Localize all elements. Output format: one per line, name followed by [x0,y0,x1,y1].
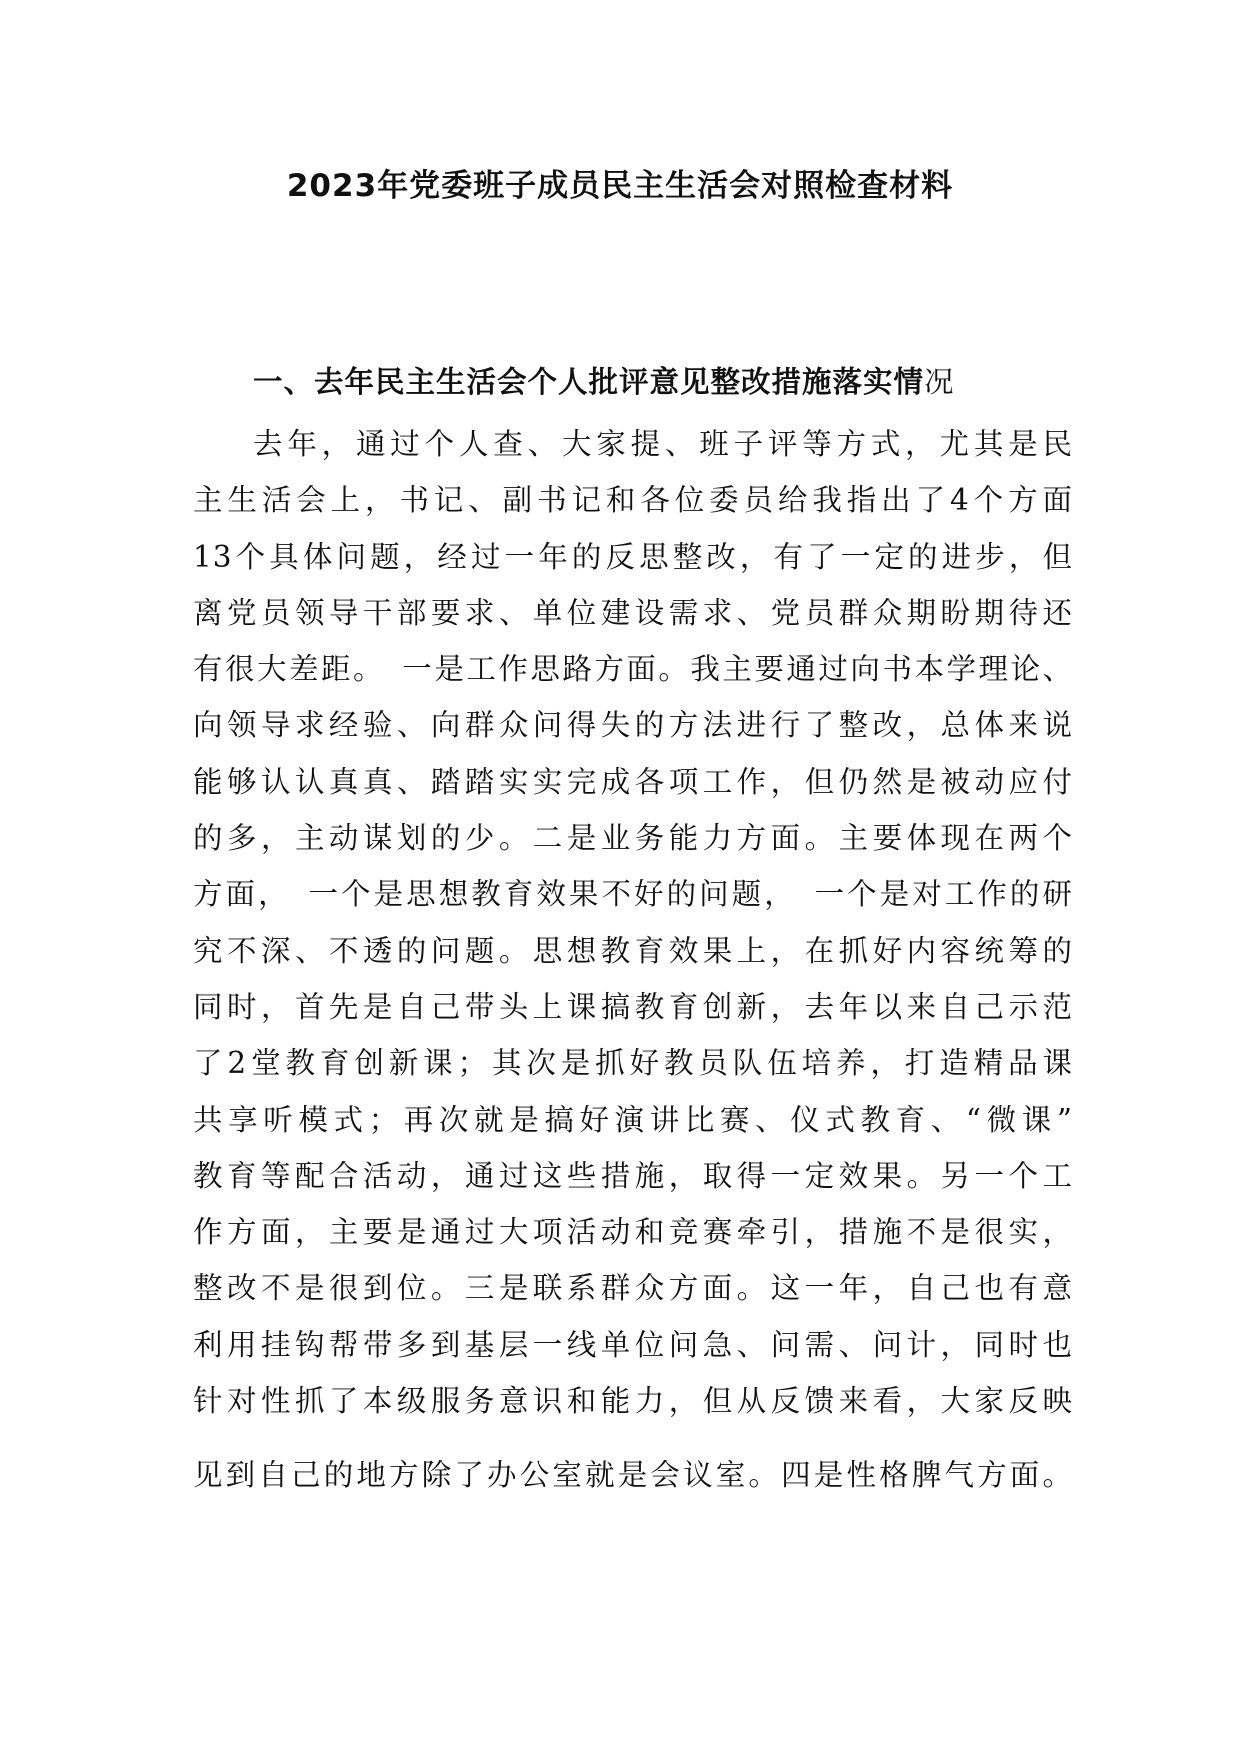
paragraph-line: 13个具体问题，经过一年的反思整改，有了一定的进步，但 [193,539,1073,574]
section-heading [253,360,1133,404]
paragraph-line: 有很大差距。 一是工作思路方面。我主要通过向书本学理论、 [193,652,1073,687]
paragraph-line: 教育等配合活动，通过这些措施，取得一定效果。另一个工 [193,1158,1073,1193]
paragraph-line: 向领导求经验、向群众问得失的方法进行了整改，总体来说 [193,708,1073,743]
paragraph-line: 方面， 一个是思想教育效果不好的问题， 一个是对工作的研 [193,877,1073,912]
section-body [193,416,1073,1504]
document-title: 2023年党委班子成员民主生活会对照检查材料 [286,168,954,204]
paragraph-line: 整改不是很到位。三是联系群众方面。这一年，自己也有意 [193,1271,1073,1306]
paragraph-line: 能够认认真真、踏踏实实完成各项工作，但仍然是被动应付 [193,764,1073,799]
paragraph-line: 作方面，主要是通过大项活动和竞赛牵引，措施不是很实， [193,1215,1073,1250]
paragraph-line: 了2堂教育创新课；其次是抓好教员队伍培养，打造精品课 [193,1046,1073,1081]
paragraph-line: 离党员领导干部要求、单位建设需求、党员群众期盼期待还 [193,595,1073,630]
section-heading-bold: 一、去年民主生活会个人批评意见整改措施落实情 [253,365,925,399]
section-heading-tail: 况 [924,365,955,399]
paragraph-line: 利用挂钩帮带多到基层一线单位问急、问需、问计，同时也 [193,1327,1073,1362]
paragraph-line: 主生活会上，书记、副书记和各位委员给我指出了4个方面 [193,483,1073,518]
paragraph-line: 共享听模式；再次就是搞好演讲比赛、仪式教育、“微课” [193,1102,1073,1137]
paragraph-line: 同时，首先是自己带头上课搞教育创新，去年以来自己示范 [193,989,1073,1024]
paragraph-line: 的多，主动谋划的少。二是业务能力方面。主要体现在两个 [193,821,1073,856]
paragraph-line: 见到自己的地方除了办公室就是会议室。四是性格脾气方面。 [193,1458,1073,1493]
paragraph-line: 针对性抓了本级服务意识和能力，但从反馈来看，大家反映 [193,1384,1073,1419]
paragraph-line: 去年，通过个人查、大家提、班子评等方式，尤其是民 [253,427,1073,461]
paragraph-line: 究不深、不透的问题。思想教育效果上，在抓好内容统筹的 [193,933,1073,968]
